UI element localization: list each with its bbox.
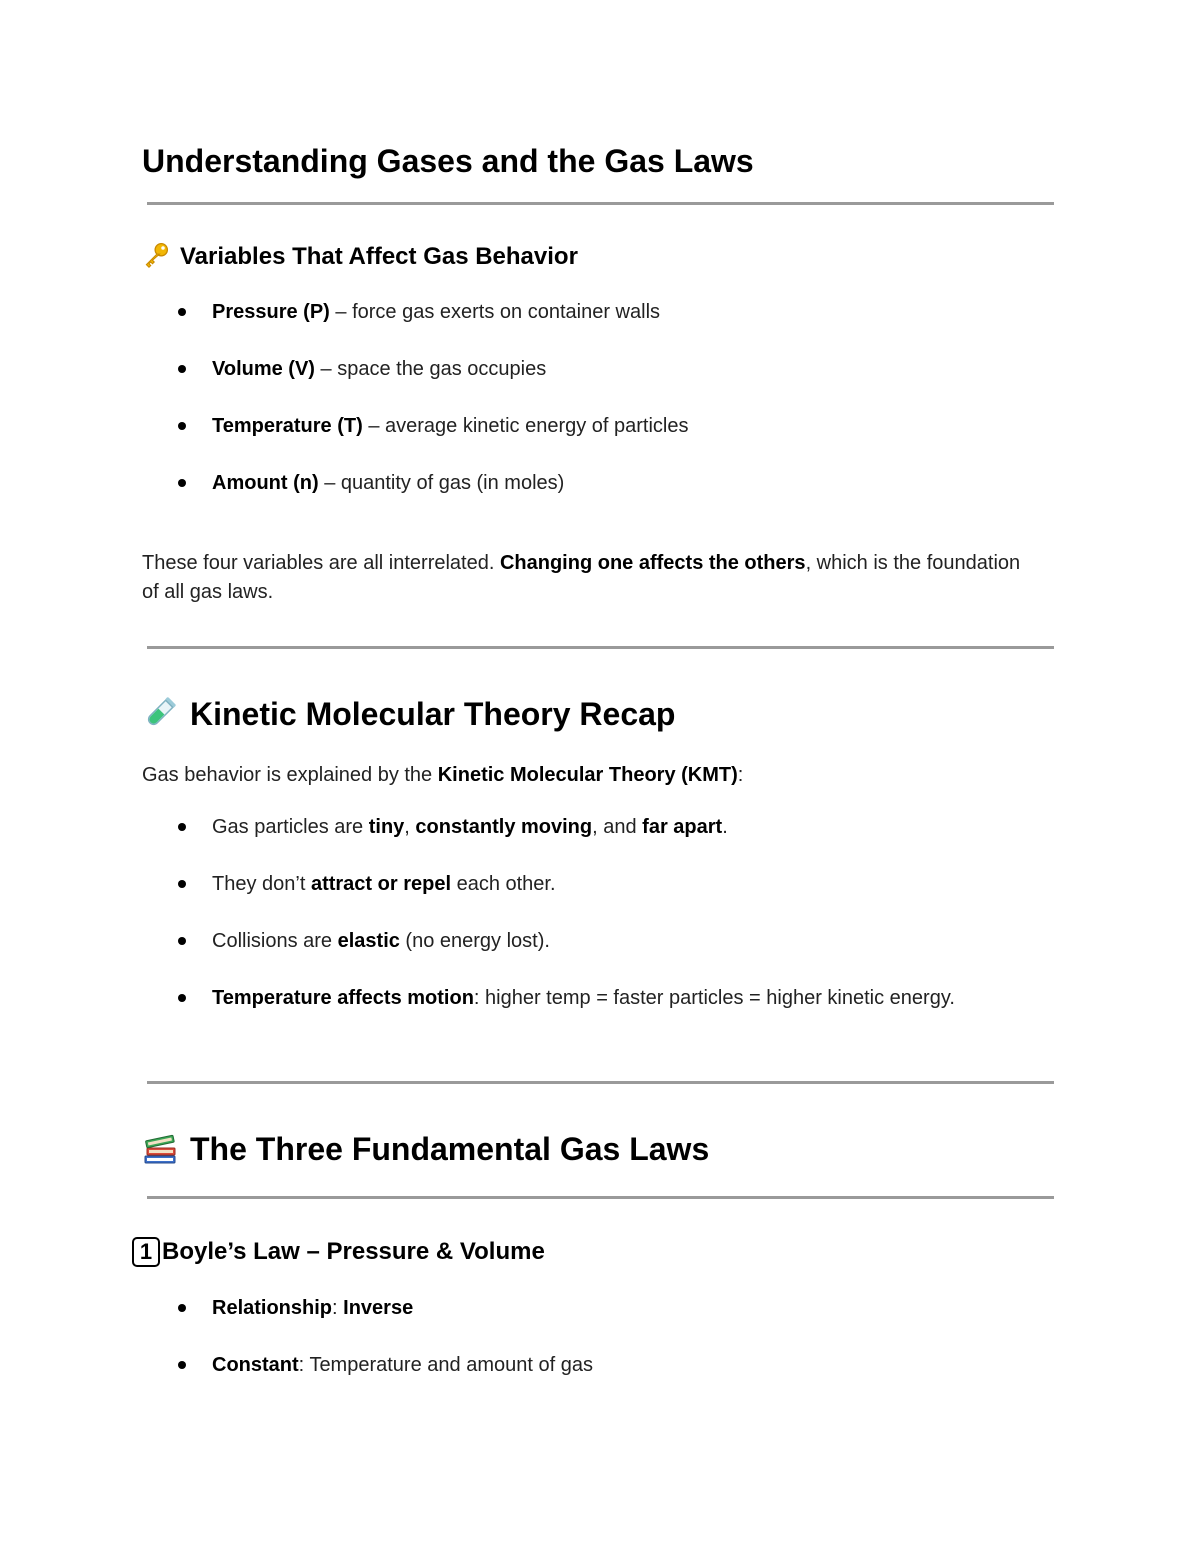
key-icon (142, 241, 170, 269)
item-term: Volume (V) (212, 358, 315, 380)
list-item (176, 299, 689, 356)
bullet-icon (178, 308, 186, 316)
bullet-icon (178, 479, 186, 487)
kmt-intro: Gas behavior is explained by the Kinetic Molecular Theory (KMT): (142, 764, 744, 786)
variables-list (176, 299, 689, 527)
variables-heading-text: Variables That Affect Gas Behavior (180, 243, 578, 270)
list-item: Constant: Temperature and amount of gas (176, 1352, 593, 1409)
list-item (176, 470, 689, 527)
list-item (176, 356, 689, 413)
kmt-list (176, 814, 955, 1042)
kmt-heading (142, 693, 675, 735)
divider (147, 646, 1054, 649)
laws-heading (142, 1128, 709, 1170)
divider (147, 1081, 1054, 1084)
bullet-icon (178, 1361, 186, 1369)
bullet-icon (178, 422, 186, 430)
bullet-icon (178, 937, 186, 945)
boyle-list (176, 1295, 593, 1409)
item-desc: – force gas exerts on container walls (329, 301, 661, 323)
variables-paragraph: These four variables are all interrelated. Changing one affects the others, which is the foundation of all gas laws. (142, 552, 1021, 603)
variables-heading (142, 241, 578, 272)
item-desc: – average kinetic energy of particles (362, 415, 689, 437)
list-item: Relationship: Inverse (176, 1295, 593, 1352)
list-item (176, 413, 689, 470)
boyle-heading-text: Boyle’s Law – Pressure & Volume (162, 1238, 545, 1265)
bullet-icon (178, 823, 186, 831)
page-title: Understanding Gases and the Gas Laws (142, 143, 754, 179)
item-desc: – space the gas occupies (314, 358, 547, 380)
divider (147, 1196, 1054, 1199)
number-1-icon: 1 (132, 1237, 160, 1267)
bullet-icon (178, 994, 186, 1002)
boyle-heading (132, 1237, 545, 1267)
books-icon (142, 1130, 178, 1166)
item-desc: – quantity of gas (in moles) (318, 472, 565, 494)
bullet-icon (178, 1304, 186, 1312)
list-item: Gas particles are tiny, constantly moving, and far apart. (176, 814, 955, 871)
item-term: Amount (n) (212, 472, 319, 494)
list-item: They don’t attract or repel each other. (176, 871, 955, 928)
item-term: Pressure (P) (212, 301, 330, 323)
bullet-icon (178, 365, 186, 373)
laws-heading-text: The Three Fundamental Gas Laws (190, 1131, 710, 1167)
divider (147, 202, 1054, 205)
kmt-heading-text: Kinetic Molecular Theory Recap (190, 696, 676, 732)
list-item: Temperature affects motion: higher temp = faster particles = higher kinetic energy. (176, 985, 955, 1042)
list-item: Collisions are elastic (no energy lost). (176, 928, 955, 985)
item-term: Temperature (T) (212, 415, 363, 437)
test-tube-icon (142, 695, 178, 731)
bullet-icon (178, 880, 186, 888)
